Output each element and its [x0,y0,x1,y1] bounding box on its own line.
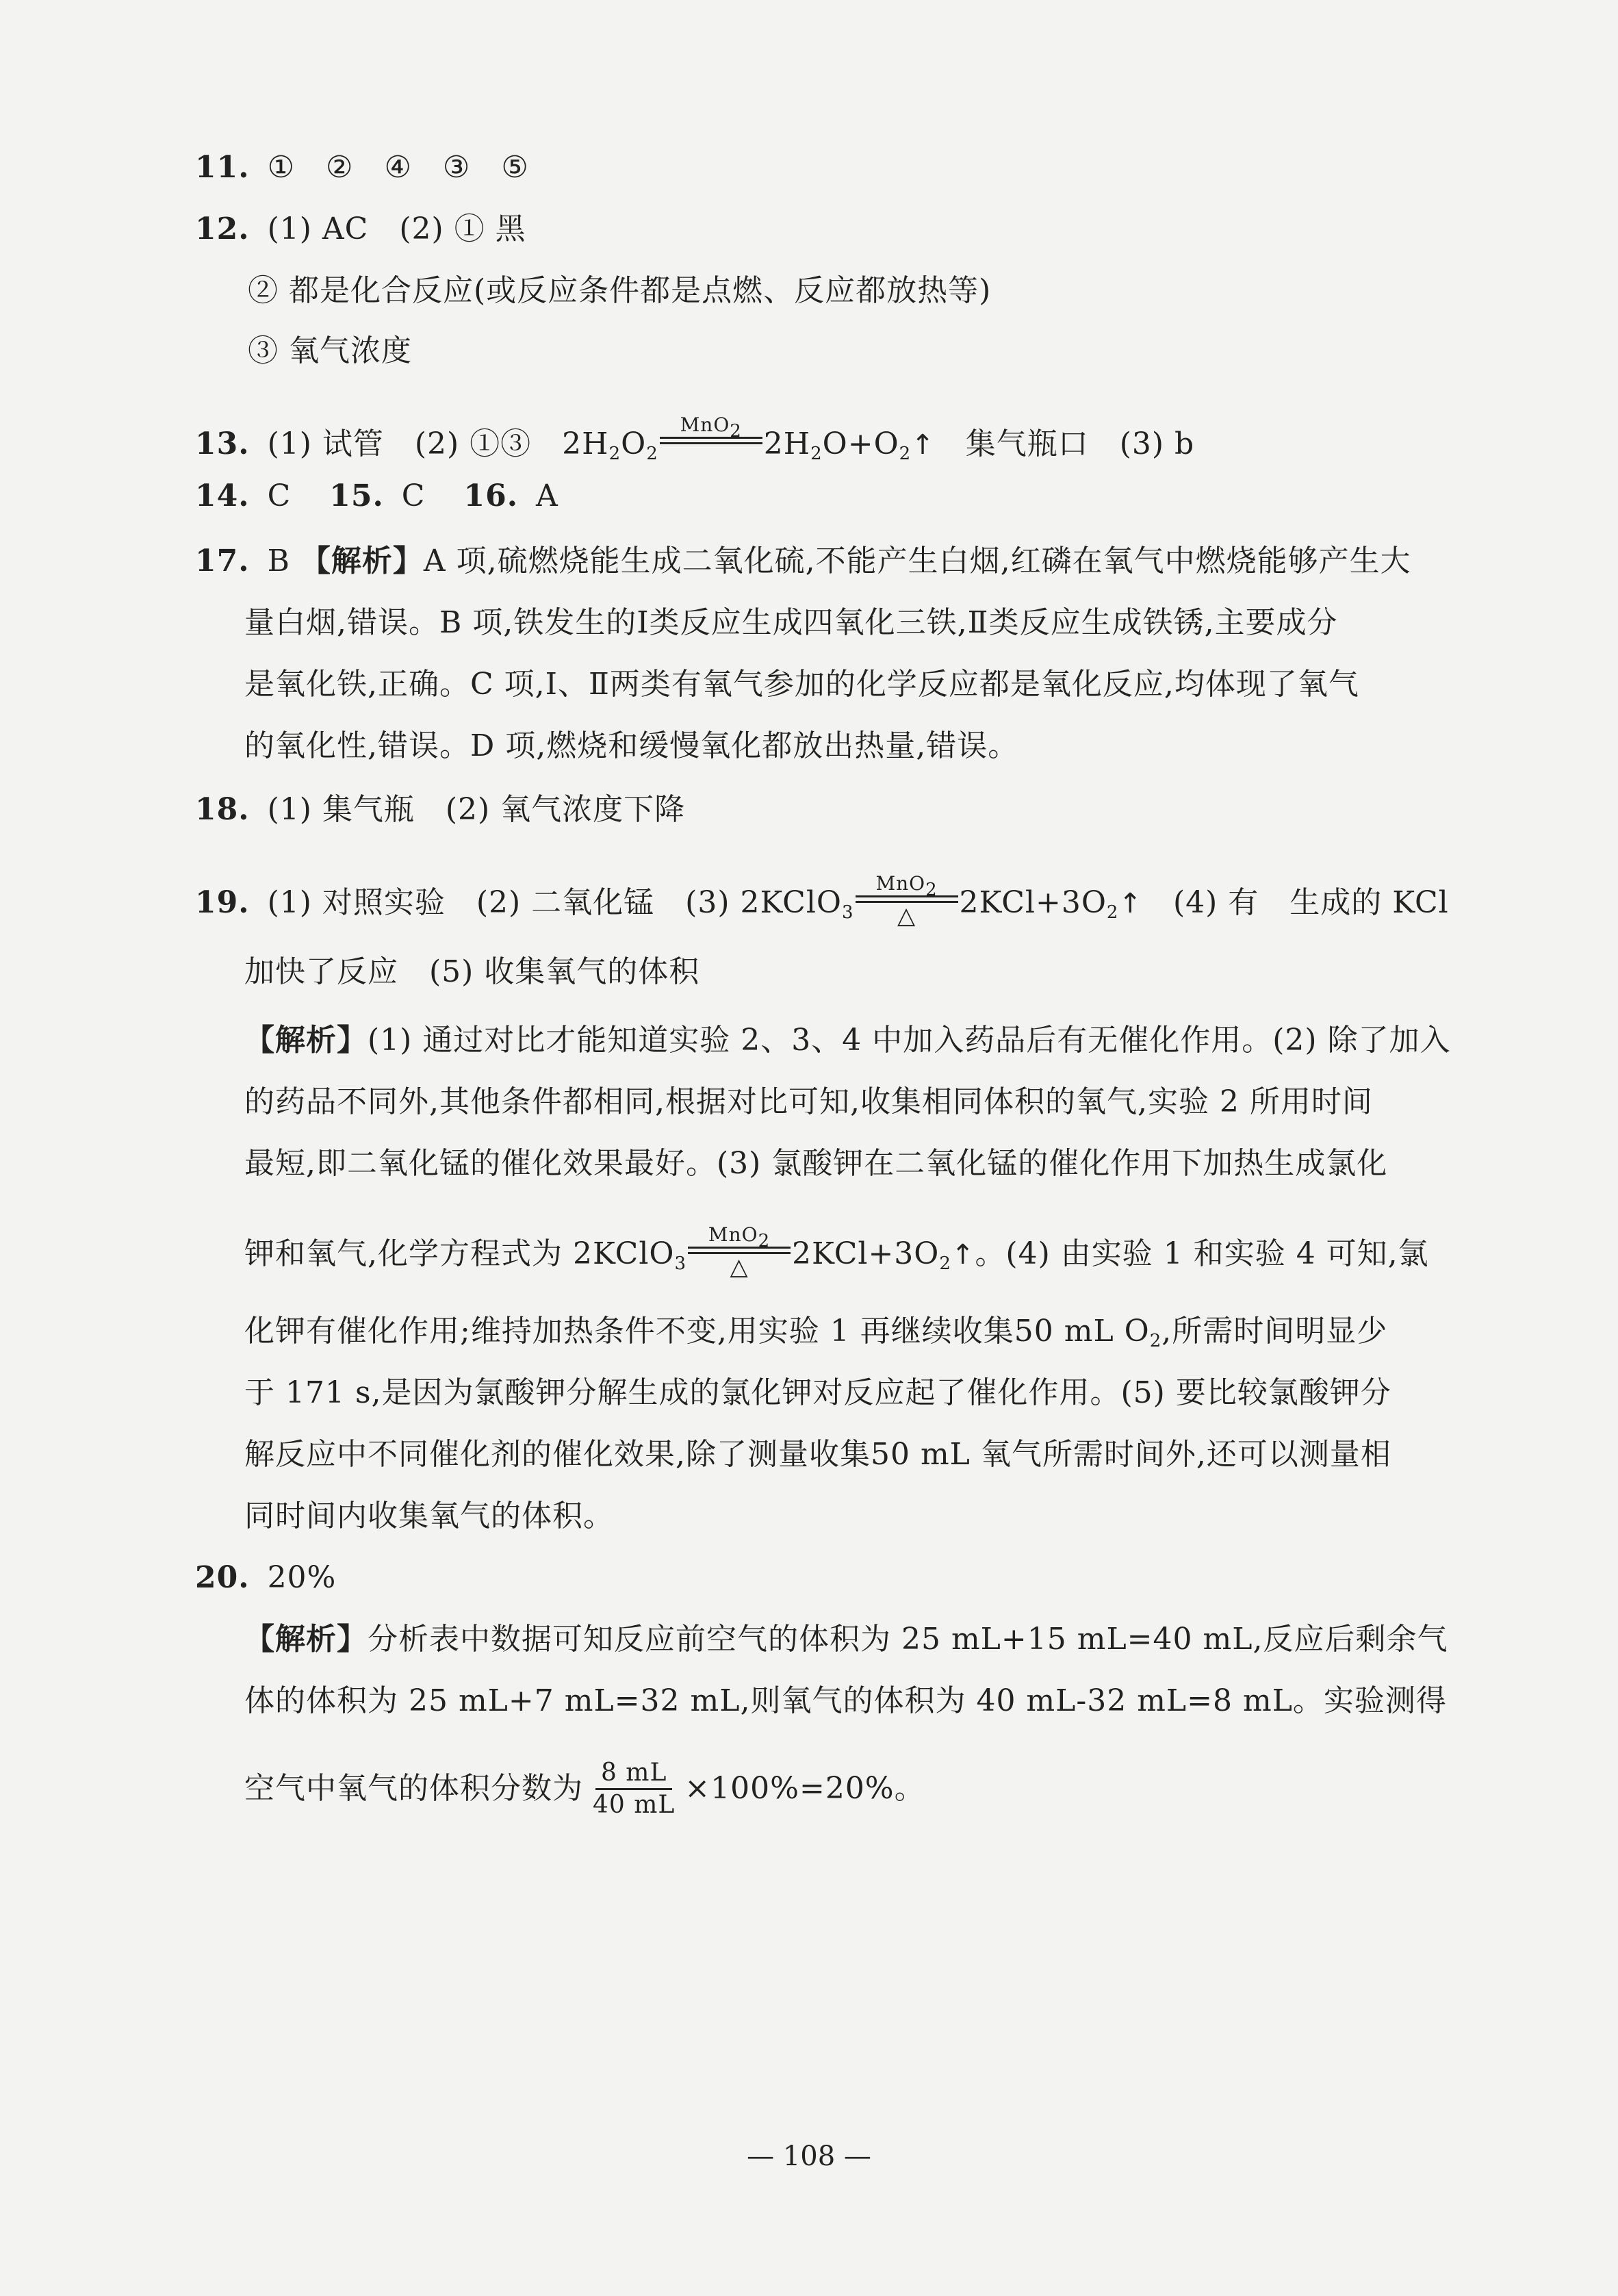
q19-sub: 2 [1106,902,1119,923]
q18-line [195,789,685,830]
q13-number: 13. [195,426,250,461]
q19-number: 19. [195,885,250,920]
q19-analysis-line7: 解反应中不同催化剂的催化效果,除了测量收集50 mL 氧气所需时间外,还可以测量相 [244,1437,1391,1472]
q17-line2: 量白烟,错误。B 项,铁发生的Ⅰ类反应生成四氧化三铁,Ⅱ类反应生成铁锈,主要成分 [244,605,1338,640]
q19-catalyst-sub: 2 [925,880,938,900]
page-number: — 108 — [747,2141,871,2172]
q11-answer: ① ② ④ ③ ⑤ [267,150,529,185]
q19-analysis-text: 化钾有催化作用;维持加热条件不变,用实验 1 再继续收集50 mL O [244,1314,1150,1349]
volume-fraction [587,1758,680,1820]
q16-answer: A [536,479,558,513]
q13-post: 集气瓶口 (3) b [934,426,1195,461]
fraction-denominator: 40 mL [593,1791,676,1819]
q20-line1 [195,1557,336,1598]
gas-arrow-icon: ↑ [1118,888,1142,919]
q12-text1: (1) AC (2) ① 黑 [267,212,526,246]
q19-analysis-reaction-condition [688,1223,791,1280]
q12-line1 [195,209,526,250]
analysis-tag: 【解析】 [300,544,424,578]
q13-sub: 2 [810,444,823,464]
q20-number: 20. [195,1560,250,1595]
q12-number: 12. [195,212,250,246]
q19-line2: 加快了反应 (5) 收集氧气的体积 [244,954,700,989]
fraction-numerator: 8 mL [595,1758,672,1790]
q20-analysis-text: 分析表中数据可知反应前空气的体积为 25 mL+15 mL=40 mL,反应后剩余气 [368,1622,1448,1657]
q20-analysis-line1 [244,1619,1448,1660]
q14-answer: C [267,479,292,513]
q20-analysis-line3 [244,1759,925,1822]
q17-line3: 是氧化铁,正确。C 项,Ⅰ、Ⅱ两类有氧气参加的化学反应都是氧化反应,均体现了氧气 [244,667,1359,702]
q13-product: 2H [763,426,811,461]
gas-arrow-icon: ↑ [951,1239,975,1271]
q19-analysis-text: (1) 通过对比才能知道实验 2、3、4 中加入药品后有无催化作用。(2) 除了加入 [368,1023,1451,1058]
q19-analysis-text: ,所需时间明显少 [1161,1314,1388,1349]
q20-analysis-text: 空气中氧气的体积分数为 [244,1771,583,1806]
q15-number: 15. [329,479,384,513]
q17-text: A 项,硫燃烧能生成二氧化硫,不能产生白烟,红磷在氧气中燃烧能够产生大 [423,544,1411,578]
q13-product: O+O [822,426,899,461]
q19-reaction-condition [856,872,958,929]
q19-catalyst-sub: 2 [758,1231,771,1251]
q16-number: 16. [463,479,519,513]
q20-analysis-line2: 体的体积为 25 mL+7 mL=32 mL,则氧气的体积为 40 mL-32 mL=8 mL。实验测得 [244,1683,1447,1718]
q19-product: 2KCl+3O [792,1236,940,1271]
q19-sub: 3 [674,1253,687,1274]
q19-analysis-text: 钾和氧气,化学方程式为 2KClO [244,1236,675,1271]
q13-reaction-condition [660,413,762,470]
q13-catalyst-sub: 2 [730,421,742,442]
q12-line3: ③ 氧气浓度 [248,333,412,368]
q17-line4: 的氧化性,错误。D 项,燃烧和缓慢氧化都放出热量,错误。 [244,728,1019,763]
q15-answer: C [401,479,426,513]
heat-triangle-icon: △ [897,902,916,930]
q19-catalyst: MnO [708,1223,758,1246]
q19-analysis-line1 [244,1020,1451,1061]
q19-sub: 3 [842,902,854,923]
q19-analysis-line6: 于 171 s,是因为氯酸钾分解生成的氯化钾对反应起了催化作用。(5) 要比较氯酸钾分 [244,1375,1391,1410]
q17-number: 17. [195,544,250,578]
q17-line1 [195,541,1411,582]
q19-line1 [195,872,1449,933]
q19-product: 2KCl+3O [959,885,1107,920]
q11-line [195,147,529,188]
q19-analysis-line2: 的药品不同外,其他条件都相同,根据对比可知,收集相同体积的氧气,实验 2 所用时间 [244,1084,1373,1119]
gas-arrow-icon: ↑ [911,429,935,461]
q20-analysis-text: ×100%=20%。 [684,1771,925,1806]
q19-sub: 2 [1149,1331,1162,1351]
equals-bar [660,437,762,444]
analysis-tag: 【解析】 [244,1622,368,1657]
q18-answer: (1) 集气瓶 (2) 氧气浓度下降 [267,792,686,827]
q19-analysis-line5 [244,1311,1387,1352]
q13-line [195,413,1195,474]
q13-catalyst: MnO [680,413,730,436]
q12-line2: ② 都是化合反应(或反应条件都是点燃、反应都放热等) [248,273,992,308]
q19-sub: 2 [939,1253,951,1274]
q19-post: (4) 有 生成的 KCl [1142,885,1449,920]
q19-analysis-line8: 同时间内收集氧气的体积。 [244,1498,614,1533]
q19-analysis-line4 [244,1223,1429,1284]
q14-number: 14. [195,479,250,513]
analysis-tag: 【解析】 [244,1023,368,1058]
q19-pre: (1) 对照实验 (2) 二氧化锰 (3) 2KClO [267,885,842,920]
q20-answer: 20% [267,1560,337,1595]
heat-triangle-icon: △ [730,1253,749,1281]
q13-o: O [621,426,647,461]
q13-sub: 2 [899,444,912,464]
q13-pre: (1) 试管 (2) ①③ 2H [267,426,609,461]
q19-catalyst: MnO [875,872,926,895]
q13-sub: 2 [608,444,621,464]
q19-analysis-text: 。(4) 由实验 1 和实验 4 可知,氯 [975,1236,1429,1271]
q19-analysis-line3: 最短,即二氧化锰的催化效果最好。(3) 氯酸钾在二氧化锰的催化作用下加热生成氯化 [244,1146,1388,1181]
q14-16-line [195,476,558,517]
q18-number: 18. [195,792,250,827]
q17-answer: B [267,544,290,578]
q13-sub: 2 [646,444,658,464]
q11-number: 11. [195,150,250,185]
